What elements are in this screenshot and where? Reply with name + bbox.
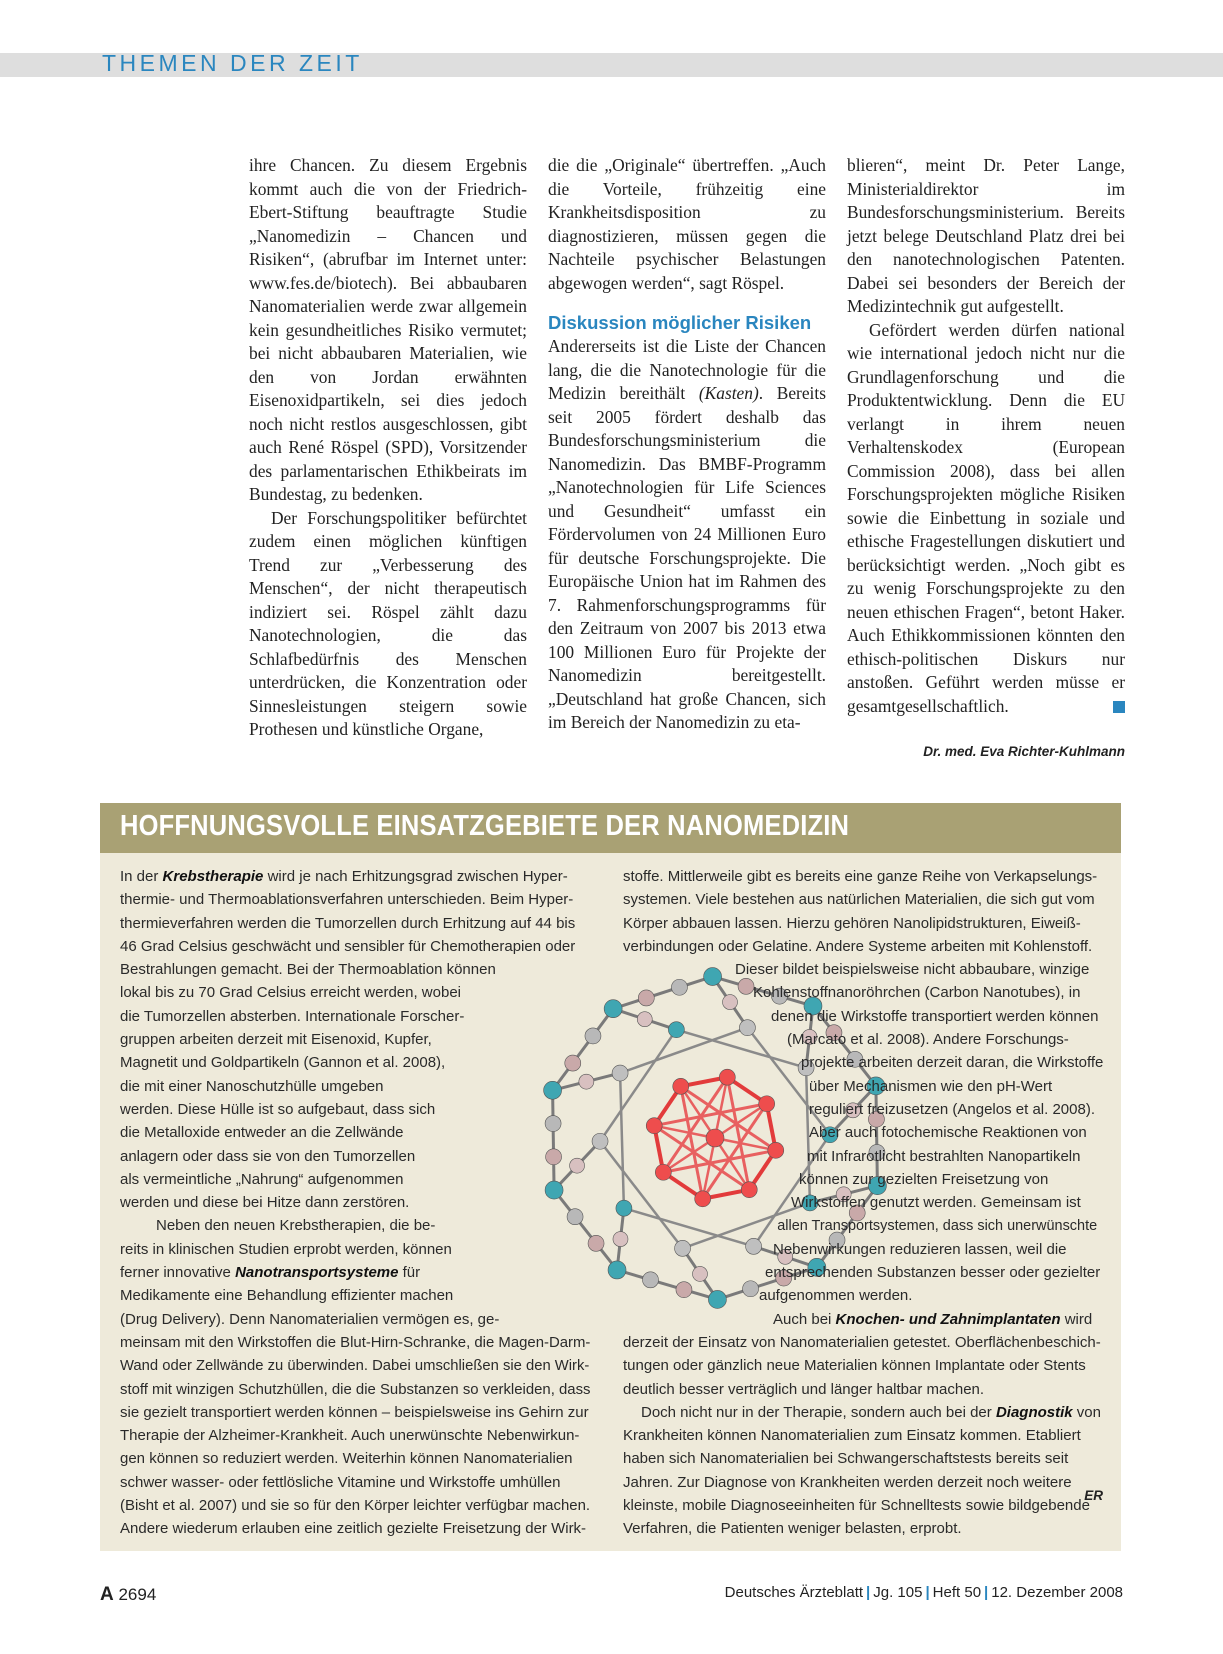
- info-box-header: [100, 803, 1121, 853]
- text-line: Nebenwirkungen reduzieren lassen, weil die: [773, 1240, 1067, 1258]
- text-line: Aber auch fotochemische Reaktionen von: [809, 1124, 1087, 1142]
- text-line: (Drug Delivery). Denn Nanomaterialien vermögen es, ge-: [120, 1310, 500, 1328]
- text-line: Magnetit und Goldpartikeln (Gannon et al. 2008),: [120, 1054, 446, 1072]
- text-line: deutlich besser verträglich und länger haltbar machen.: [623, 1380, 985, 1398]
- text-run: Andererseits ist die Liste der Chancen lang, die die Nanotechnologie für die Medizin bereithält: [548, 336, 826, 403]
- text-line: sie gezielt transportiert werden können – beispielsweise ins Gehirn zur: [120, 1403, 589, 1421]
- paragraph: die die „Originale“ übertreffen. „Auch die Vorteile, frühzeitig eine Krankheitsdisposition zu diagnostizieren, müssen gegen die Nachteile psychischer Belastungen abgewogen werden“, sagt Röspel.: [548, 155, 826, 293]
- text-line: die Metalloxide entweder an die Zellwände: [120, 1124, 404, 1142]
- text-line: systemen. Viele bestehen aus natürlichen Materialien, die sich gut vom: [623, 891, 1095, 909]
- paragraph: [847, 319, 1125, 719]
- text-line: reguliert freizusetzen (Angelos et al. 2008).: [809, 1100, 1095, 1118]
- journal-name: Deutsches Ärzteblatt: [724, 1584, 864, 1601]
- keyword: Krebstherapie: [162, 868, 264, 885]
- text-line: Kohlenstoffnanoröhrchen (Carbon Nanotubes), in: [753, 984, 1081, 1002]
- journal-issue: Heft 50: [932, 1584, 982, 1601]
- text-line: denen die Wirkstoffe transportiert werden können: [771, 1007, 1099, 1025]
- text-line: als vermeintliche „Nahrung“ aufgenommen: [120, 1170, 404, 1188]
- article-column-3: [847, 154, 1125, 718]
- info-box-column-left: [120, 865, 590, 1541]
- article-column-1: [249, 154, 527, 742]
- text-line: anlagern oder dass sie von den Tumorzellen: [120, 1147, 416, 1165]
- text-line: Andere wiederum erlauben eine zeitlich gezielte Freisetzung der Wirk-: [120, 1520, 587, 1538]
- info-box-column-right: [623, 865, 1103, 1541]
- text-line: entsprechenden Substanzen besser oder gezielter: [765, 1264, 1101, 1282]
- text-line: stoff mit winzigen Schutzhüllen, die die Substanzen so verkleiden, dass: [120, 1380, 591, 1398]
- paragraph: Der Forschungspolitiker befürchtet zudem einen möglichen künftigen Trend zur „Verbesserung des Menschen“, der nicht therapeutisch indiziert sei. Röspel zählt dazu Nanotechnologien, die das Schlafbedürfnis des Menschen unterdrücken, die Konzentration oder Sinnesleistungen steigern sowie Prothesen und künstliche Organe,: [249, 507, 527, 739]
- text-line: ferner innovative Nanotransportsysteme für: [120, 1264, 421, 1282]
- info-box-title: HOFFNUNGSVOLLE EINSATZGEBIETE DER NANOMEDIZIN: [120, 810, 850, 842]
- keyword: Nanotransportsysteme: [235, 1264, 399, 1282]
- info-box: [100, 803, 1121, 1551]
- text-line: Dieser bildet beispielsweise nicht abbaubare, winzige: [735, 961, 1090, 979]
- publication-info: [725, 1584, 1123, 1601]
- text-line: lokal bis zu 70 Grad Celsius erreicht werden, wobei: [120, 984, 461, 1002]
- text-line: kleinste, mobile Diagnoseeinheiten für Schnelltests sowie bildgebende: [623, 1497, 1090, 1515]
- text-line: Bestrahlungen gemacht. Bei der Thermoablation können: [120, 961, 496, 979]
- text-line: In der Krebstherapie wird je nach Erhitzungsgrad zwischen Hyper-: [120, 868, 568, 885]
- section-label: THEMEN DER ZEIT: [102, 50, 363, 76]
- separator: |: [866, 1584, 871, 1601]
- text-line: stoffe. Mittlerweile gibt es bereits eine ganze Reihe von Verkapselungs-: [623, 868, 1098, 885]
- text-line: thermieverfahren werden die Tumorzellen durch Erhitzung auf 44 bis: [120, 914, 576, 932]
- text-line: Therapie der Alzheimer-Krankheit. Auch unerwünschte Nebenwirkun-: [120, 1427, 580, 1445]
- text-line: (Bisht et al. 2007) und sie so für den Körper leichter verfügbar machen.: [120, 1497, 591, 1515]
- text-line: meinsam mit den Wirkstoffen die Blut-Hirn-Schranke, die Magen-Darm-: [120, 1333, 591, 1351]
- text-line: gen können so reduziert werden. Weiterhin können Nanomaterialien: [120, 1450, 573, 1468]
- text-line: Verfahren, die Patienten weniger belasten, erprobt.: [623, 1520, 962, 1538]
- keyword: Diagnostik: [995, 1403, 1073, 1421]
- text-run: Gefördert werden dürfen national wie international jedoch nicht nur die Grundlagenforschung und die Produktentwicklung. Denn die EU verlangt in ihrem neuen Verhaltenskodex (European Commission 2008), dass bei allen Forschungsprojekten mögliche Risiken sowie die Einbettung in soziale und ethische Fragestellungen diskutiert und berücksichtigt werden. „Noch gibt es zu wenig Forschungsprojekte zu den neuen ethischen Fragen“, betont Haker. Auch Ethikkommissionen könnten den ethisch-politischen Diskurs nur anstoßen. Geführt werden müsse er gesamtgesellschaftlich.: [847, 319, 1125, 716]
- paragraph: ihre Chancen. Zu diesem Ergebnis kommt auch die von der Friedrich-Ebert-Stiftung beauftragte Studie „Nanomedizin – Chancen und Risiken“, (abrufbar im Internet unter: www.fes.de/biotech). Bei abbaubaren Nanomaterialien werde zwar allgemein kein gesundheitliches Risiko vermutet; bei nicht abbaubaren Materialien, wie den von Jordan erwähnten Eisenoxidpartikeln, sei dies jedoch noch nicht restlos ausgeschlossen, gibt auch René Röspel (SPD), Vorsitzender des parlamentarischen Ethikbeirats im Bundestag, zu bedenken.: [249, 155, 527, 504]
- text-line: werden. Diese Hülle ist so aufgebaut, dass sich: [120, 1100, 436, 1118]
- text-line: haben sich Nanomaterialien bei Schwangerschaftstests bereits seit: [623, 1450, 1069, 1468]
- text-line: über Mechanismen wie den pH-Wert: [809, 1077, 1053, 1095]
- text-line: Krankheiten können Nanomaterialien zum Einsatz kommen. Etabliert: [623, 1427, 1081, 1445]
- separator: |: [925, 1584, 930, 1601]
- box-signature: ER: [1084, 1488, 1103, 1503]
- text-line: thermie- und Thermoablationsverfahren unterschieden. Beim Hyper-: [120, 891, 574, 909]
- paragraph: [548, 335, 826, 735]
- separator: |: [984, 1584, 989, 1601]
- text-line: Doch nicht nur in der Therapie, sondern auch bei der Diagnostik von: [641, 1403, 1101, 1421]
- text-line: können zur gezielten Freisetzung von: [799, 1170, 1049, 1188]
- paragraph: blieren“, meint Dr. Peter Lange, Ministerialdirektor im Bundesforschungsministerium. Bereits jetzt belege Deutschland Platz drei bei den nanotechnologischen Patenten. Dabei sei besonders der Bereich der Medizintechnik gut aufgestellt.: [847, 155, 1125, 316]
- author-byline: Dr. med. Eva Richter-Kuhlmann: [923, 744, 1125, 759]
- page-number-value: 2694: [118, 1585, 157, 1604]
- text-line: schwer wasser- oder fettlösliche Vitamine und Wirkstoffe umhüllen: [120, 1473, 561, 1491]
- article-column-2: [548, 154, 826, 735]
- text-line: Wand oder Zellwände zu überwinden. Dabei umschließen sie den Wirk-: [120, 1357, 590, 1375]
- text-line: aufgenommen werden.: [759, 1287, 913, 1305]
- text-line: die Tumorzellen absterben. Internationale Forscher-: [120, 1007, 465, 1025]
- end-mark-icon: [1113, 701, 1125, 713]
- text-line: Jahren. Zur Diagnose von Krankheiten werden derzeit noch weitere: [623, 1473, 1072, 1491]
- text-line: tungen oder gänzlich neue Materialien können Implantate oder Stents: [623, 1357, 1086, 1375]
- page-number: [100, 1584, 156, 1606]
- text-line: Medikamente eine Behandlung effizienter machen: [120, 1287, 454, 1305]
- text-line: Neben den neuen Krebstherapien, die be-: [156, 1217, 436, 1235]
- text-line: Körper abbauen lassen. Hierzu gehören Nanolipidstrukturen, Eiweiß-: [623, 914, 1081, 932]
- text-line: die mit einer Nanoschutzhülle umgeben: [120, 1077, 384, 1095]
- text-line: Wirkstoffen genutzt werden. Gemeinsam ist: [791, 1194, 1081, 1212]
- text-line: allen Transportsystemen, dass sich unerwünschte: [777, 1217, 1098, 1235]
- text-line: (Marcato et al. 2008). Andere Forschungs-: [787, 1031, 1069, 1049]
- text-line: 46 Grad Celsius geschwächt und sensibler für Chemotherapien oder: [120, 937, 576, 955]
- subheading: Diskussion möglicher Risiken: [548, 312, 812, 333]
- box-reference: (Kasten): [698, 383, 759, 403]
- text-line: Auch bei Knochen- und Zahnimplantaten wird: [773, 1310, 1093, 1328]
- text-line: gruppen arbeiten derzeit mit Eisenoxid, Kupfer,: [120, 1031, 432, 1049]
- text-run: . Bereits seit 2005 fördert deshalb das Bundesforschungsministerium die Nanomedizin. Das BMBF-Programm „Nanotechnologien für Life Sciences und Gesundheit“ umfasst ein Fördervolumen von 24 Millionen Euro für deutsche Forschungsprojekte. Die Europäische Union hat im Rahmen des 7. Rahmenforschungsprogramms für den Zeitraum von 2007 bis 2013 etwa 100 Millionen Euro für Projekte der Nanomedizin bereitgestellt. „Deutschland hat große Chancen, sich im Bereich der Nanomedizin zu eta-: [548, 383, 826, 732]
- keyword: Knochen- und Zahnimplantaten: [835, 1310, 1061, 1328]
- text-line: reits in klinischen Studien erprobt werden, können: [120, 1240, 452, 1258]
- text-line: derzeit der Einsatz von Nanomaterialien getestet. Oberflächenbeschich-: [623, 1333, 1101, 1351]
- text-line: werden und diese bei Hitze dann zerstören.: [120, 1194, 410, 1212]
- journal-volume: Jg. 105: [873, 1584, 923, 1601]
- text-line: mit Infrarotlicht bestrahlten Nanopartikeln: [807, 1147, 1081, 1165]
- journal-date: 12. Dezember 2008: [991, 1584, 1123, 1601]
- text-line: verbindungen oder Gelatine. Andere Systeme arbeiten mit Kohlenstoff.: [623, 937, 1093, 955]
- page-prefix: A: [100, 1584, 114, 1605]
- text-line: projekte arbeiten derzeit daran, die Wirkstoffe: [801, 1054, 1104, 1072]
